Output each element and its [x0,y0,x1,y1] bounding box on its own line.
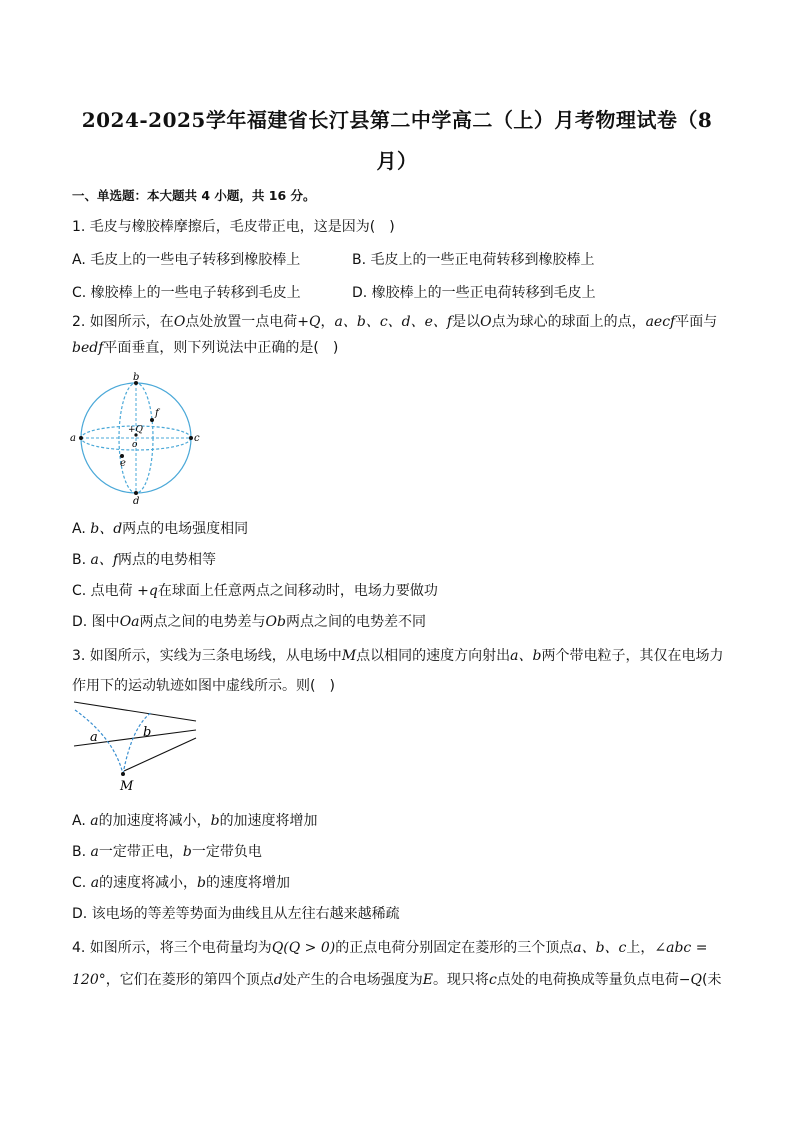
q2-option-b: B. a、f两点的电势相等 [72,552,217,568]
fig2-label-e: e [120,458,126,469]
q3-option-b: B. a一定带正电，b一定带负电 [72,844,262,860]
fig3-label-m: M [120,779,134,794]
fig2-label-o: o [132,440,138,450]
section-heading: 一、单选题：本大题共 4 小题，共 16 分。 [72,188,316,203]
question-1-stem: 1. 毛皮与橡胶棒摩擦后，毛皮带正电，这是因为( ) [72,219,395,235]
exam-title-line2: 月） [376,149,418,173]
field-lines-figure [70,698,202,798]
fig3-label-a: a [90,730,98,745]
q3-option-d: D. 该电场的等差等势面为曲线且从左往右越来越稀疏 [72,906,400,922]
q1-option-d: D. 橡胶棒上的一些正电荷转移到毛皮上 [352,285,596,301]
question-2-stem: 2. 如图所示，在O点处放置一点电荷+Q，a、b、c、d、e、f是以O点为球心的球面上的点，aecf平面与 bedf平面垂直，则下列说法中正确的是( ) [72,314,718,356]
fig2-label-b: b [133,372,140,383]
fig2-label-c: c [194,433,200,444]
q1-option-a: A. 毛皮上的一些电子转移到橡胶棒上 [72,252,301,268]
fig2-label-q: +Q [128,425,143,435]
fig3-label-b: b [143,725,152,740]
question-3-stem: 3. 如图所示，实线为三条电场线，从电场中M点以相同的速度方向射出a、b两个带电粒子，其仅在电场力 作用下的运动轨迹如图中虚线所示。则( ) [72,648,724,694]
fig2-label-f: f [155,408,159,419]
sphere-figure [68,372,204,508]
q3-option-c: C. a的速度将减小，b的速度将增加 [72,875,291,891]
fig2-label-d: d [133,496,140,507]
question-4-stem: 4. 如图所示，将三个电荷量均为Q(Q > 0)的正点电荷分别固定在菱形的三个顶点a、b、c上，∠abc = 120°，它们在菱形的第四个顶点d处产生的合电场强度为E。现只将c点处的电荷换成等量负点电荷−Q(未 [72,940,722,988]
fig2-label-a: a [70,433,76,444]
q2-option-a: A. b、d两点的电场强度相同 [72,521,249,537]
exam-title-line1: 2024-2025学年福建省长汀县第二中学高二（上）月考物理试卷（8 [81,108,713,132]
q2-option-c: C. 点电荷 +q在球面上任意两点之间移动时，电场力要做功 [72,583,438,599]
q2-option-d: D. 图中Oa两点之间的电势差与Ob两点之间的电势差不同 [72,614,426,630]
q3-option-a: A. a的加速度将减小，b的加速度将增加 [72,813,318,829]
q1-option-b: B. 毛皮上的一些正电荷转移到橡胶棒上 [352,252,595,268]
q1-option-c: C. 橡胶棒上的一些电子转移到毛皮上 [72,285,301,301]
